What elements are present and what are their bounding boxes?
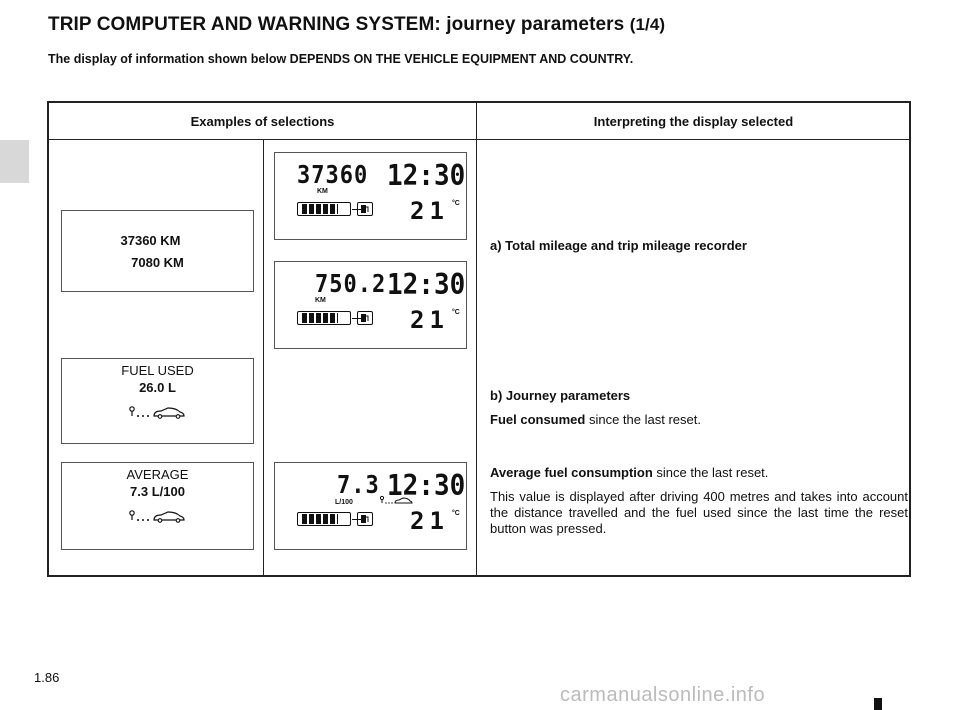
lcd-display-total-mileage xyxy=(274,152,467,240)
average-value: 7.3 L/100 xyxy=(130,484,185,499)
lcd-temperature: 21 xyxy=(410,306,449,334)
selection-mileage xyxy=(61,210,254,292)
lcd-unit: L/100 xyxy=(335,499,353,506)
lcd-temperature-unit: °C xyxy=(452,309,460,316)
header-divider xyxy=(49,139,909,140)
interpretation-a-title: a) Total mileage and trip mileage recorder xyxy=(490,238,747,253)
column-divider xyxy=(476,103,477,575)
page-subtitle: The display of information shown below DEPENDS ON THE VEHICLE EQUIPMENT AND COUNTRY. xyxy=(48,52,634,66)
lcd-display-trip-mileage xyxy=(274,261,467,349)
column-header-selections: Examples of selections xyxy=(190,114,335,129)
parameters-table xyxy=(47,101,911,577)
page-title: TRIP COMPUTER AND WARNING SYSTEM: journey parameters (1/4) xyxy=(48,14,666,35)
trip-reset-car-icon xyxy=(62,405,253,419)
fuel-gauge-icon xyxy=(297,512,351,526)
lcd-temperature: 21 xyxy=(410,197,449,225)
fuel-used-value: 26.0 L xyxy=(139,380,176,395)
fuel-used-label: FUEL USED xyxy=(121,363,194,378)
lcd-display-average xyxy=(274,462,467,550)
lcd-main-value: 7.3 xyxy=(337,471,380,500)
lcd-clock: 12:30 xyxy=(387,268,466,302)
lcd-unit: KM xyxy=(315,297,326,304)
lcd-clock: 12:30 xyxy=(387,159,466,193)
section-tab-marker xyxy=(0,140,29,183)
lcd-clock: 12:30 xyxy=(387,469,466,503)
fuel-gauge-icon xyxy=(297,202,351,216)
fuel-gauge-icon xyxy=(297,311,351,325)
fuel-pump-icon xyxy=(357,512,373,526)
lcd-temperature-unit: °C xyxy=(452,510,460,517)
lcd-temperature: 21 xyxy=(410,507,449,535)
selection-fuel-used xyxy=(61,358,254,444)
average-label: AVERAGE xyxy=(126,467,189,482)
trip-mileage-text: 7080 KM xyxy=(131,255,184,270)
column-header-interpretation: Interpreting the display selected xyxy=(593,114,794,129)
interpretation-average: Average fuel consumption since the last reset. xyxy=(490,465,769,480)
lcd-main-value: 37360 xyxy=(297,161,369,190)
watermark: carmanualsonline.info xyxy=(560,684,766,706)
interpretation-b-title: b) Journey parameters xyxy=(490,388,631,403)
subcolumn-divider xyxy=(263,139,264,575)
trip-reset-car-icon xyxy=(62,509,253,523)
page-edge-mark xyxy=(874,698,882,710)
fuel-pump-icon xyxy=(357,311,373,325)
fuel-pump-icon xyxy=(357,202,373,216)
page-number: 1.86 xyxy=(34,670,60,685)
lcd-unit: KM xyxy=(317,188,328,195)
lcd-temperature-unit: °C xyxy=(452,200,460,207)
selection-average xyxy=(61,462,254,550)
total-mileage-text: 37360 KM xyxy=(120,233,181,248)
page-counter: (1/4) xyxy=(629,15,666,34)
interpretation-average-note: This value is displayed after driving 400 metres and takes into account the distance travelled and the fuel used since the last time the reset button was pressed. xyxy=(490,489,908,536)
interpretation-fuel-consumed: Fuel consumed since the last reset. xyxy=(490,412,701,427)
lcd-main-value: 750.2 xyxy=(315,270,387,299)
